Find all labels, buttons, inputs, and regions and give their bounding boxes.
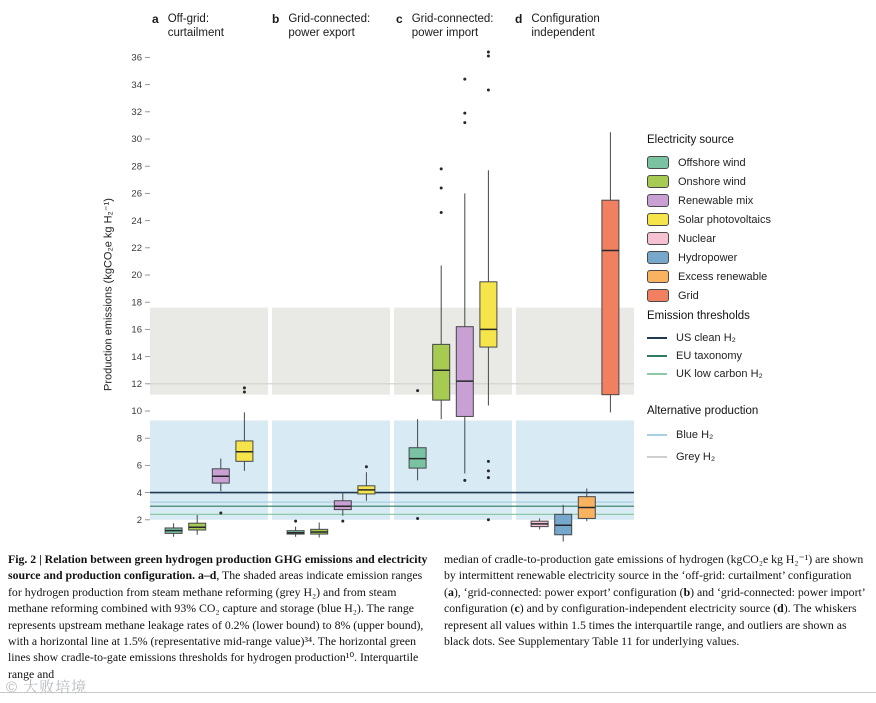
panel-title-line2: power import bbox=[411, 27, 479, 39]
legend-item-hydropower bbox=[647, 248, 771, 267]
svg-text:12: 12 bbox=[131, 379, 142, 390]
offshore-wind-swatch bbox=[647, 156, 669, 169]
legend-emission-thresholds bbox=[647, 310, 763, 383]
panel-letter-a: a bbox=[152, 12, 159, 26]
legend-item-solar-photovoltaics bbox=[647, 210, 771, 229]
panel-title-c bbox=[396, 12, 514, 40]
panel-title-d bbox=[515, 12, 633, 40]
legend-label: UK low carbon H₂ bbox=[676, 368, 763, 380]
watermark: © 大败培境 bbox=[6, 679, 88, 696]
panel-letter-b: b bbox=[272, 12, 280, 26]
svg-text:32: 32 bbox=[131, 107, 142, 118]
legend-item-renewable-mix bbox=[647, 191, 771, 210]
legend-item-uk-low-carbon-h2 bbox=[647, 365, 763, 383]
figure-caption-right: median of cradle-to-production gate emissions of hydrogen (kgCO₂e kg H₂⁻¹) are shown by intermittent renewable electricity source in the ‘off-grid: curtailment’ configuration (a), ‘grid-connected: power export’ configuration (b) and ‘grid-connected: power import’ configuration (c) and by configuration-independent electricity source (d). The whiskers represent all values within 1.5 times the interquartile range, and outliers are shown as black dots. See Supplementary Table 11 for underlying values. bbox=[444, 552, 865, 649]
legend-label: US clean H₂ bbox=[676, 332, 736, 344]
legend-label: Renewable mix bbox=[678, 194, 754, 207]
svg-text:14: 14 bbox=[131, 351, 142, 363]
blue-h2-line-swatch bbox=[647, 434, 667, 436]
grid-swatch bbox=[647, 289, 669, 302]
legend-item-grid bbox=[647, 286, 771, 305]
legend-thresholds-header: Emission thresholds bbox=[647, 310, 750, 322]
panel-title-line1: Off-grid: bbox=[167, 13, 210, 25]
legend-item-nuclear bbox=[647, 229, 771, 248]
panel-letter-c: c bbox=[396, 12, 403, 26]
panel-title-line1: Configuration bbox=[531, 13, 600, 25]
legend-alternative-production bbox=[647, 405, 758, 468]
svg-text:30: 30 bbox=[131, 134, 142, 146]
legend-label: EU taxonomy bbox=[676, 350, 743, 362]
svg-text:24: 24 bbox=[131, 215, 142, 227]
legend-label: Excess renewable bbox=[678, 270, 768, 283]
legend-label: Onshore wind bbox=[678, 175, 746, 188]
legend-item-eu-taxonomy bbox=[647, 347, 763, 365]
svg-text:8: 8 bbox=[136, 433, 142, 445]
grey-h2-line-swatch bbox=[647, 456, 667, 458]
panel-title-text-b bbox=[288, 12, 370, 40]
figure-caption-left: Fig. 2 | Relation between green hydrogen production GHG emissions and electricity source and production configuration. a–d, The shaded areas indicate emission ranges for hydrogen production from steam methane reforming (grey H₂) and from steam methane reforming combined with 93% CO₂ capture and storage (blue H₂). The range represents upstream methane leakage rates of 0.2% (lower bound) to 8% (upper bound), with a horizontal line at 1.5% (representative mid-range value)³⁴. The horizontal green lines show cradle-to-gate emissions thresholds for hydrogen production¹⁰. Interquartile range and bbox=[8, 552, 428, 681]
eu-taxonomy-line-swatch bbox=[647, 355, 667, 357]
legend-item-blue-h2 bbox=[647, 424, 758, 446]
legend-electricity-header: Electricity source bbox=[647, 134, 734, 146]
svg-text:4: 4 bbox=[136, 487, 142, 499]
panel-title-a bbox=[152, 12, 270, 40]
svg-text:34: 34 bbox=[131, 79, 142, 91]
svg-text:10: 10 bbox=[131, 406, 142, 418]
svg-text:28: 28 bbox=[131, 161, 142, 173]
excess-renewable-swatch bbox=[647, 270, 669, 283]
onshore-wind-swatch bbox=[647, 175, 669, 188]
legend-item-us-clean-h2 bbox=[647, 329, 763, 347]
legend-label: Solar photovoltaics bbox=[678, 213, 771, 226]
svg-text:36: 36 bbox=[131, 52, 142, 64]
svg-text:18: 18 bbox=[131, 297, 142, 309]
svg-text:20: 20 bbox=[131, 270, 142, 282]
svg-text:22: 22 bbox=[131, 243, 142, 254]
us-clean-h2-line-swatch bbox=[647, 337, 667, 339]
legend-label: Blue H₂ bbox=[676, 429, 714, 441]
legend-item-excess-renewable bbox=[647, 267, 771, 286]
legend-label: Offshore wind bbox=[678, 156, 746, 169]
panel-title-text-a bbox=[168, 12, 224, 40]
legend-item-onshore-wind bbox=[647, 172, 771, 191]
panel-title-line1: Grid-connected: bbox=[288, 13, 371, 25]
svg-text:6: 6 bbox=[136, 460, 142, 472]
panel-title-b bbox=[272, 12, 390, 40]
solar-photovoltaics-swatch bbox=[647, 213, 669, 226]
nuclear-swatch bbox=[647, 232, 669, 245]
svg-text:26: 26 bbox=[131, 188, 142, 200]
legend-label: Grey H₂ bbox=[676, 451, 716, 463]
panel-title-text-c bbox=[412, 12, 494, 40]
panel-title-line2: power export bbox=[288, 27, 355, 39]
page-bottom-rule bbox=[0, 692, 876, 693]
svg-text:2: 2 bbox=[136, 515, 142, 526]
hydropower-swatch bbox=[647, 251, 669, 264]
panel-letter-d: d bbox=[515, 12, 523, 26]
legend-alternative-header: Alternative production bbox=[647, 405, 759, 417]
panel-title-line2: independent bbox=[531, 27, 595, 39]
panel-title-line1: Grid-connected: bbox=[411, 13, 494, 25]
panel-title-text-d bbox=[531, 12, 599, 40]
panel-title-line2: curtailment bbox=[167, 27, 224, 39]
legend-label: Nuclear bbox=[678, 232, 716, 245]
legend-label: Hydropower bbox=[678, 251, 738, 264]
legend-label: Grid bbox=[678, 289, 699, 302]
renewable-mix-swatch bbox=[647, 194, 669, 207]
svg-text:16: 16 bbox=[131, 324, 142, 336]
uk-low-carbon-h2-line-swatch bbox=[647, 373, 667, 375]
y-axis-label: Production emissions (kgCO₂e kg H₂⁻¹) bbox=[102, 198, 115, 391]
legend-electricity-source bbox=[647, 134, 771, 305]
legend-item-offshore-wind bbox=[647, 153, 771, 172]
legend-item-grey-h2 bbox=[647, 446, 758, 468]
